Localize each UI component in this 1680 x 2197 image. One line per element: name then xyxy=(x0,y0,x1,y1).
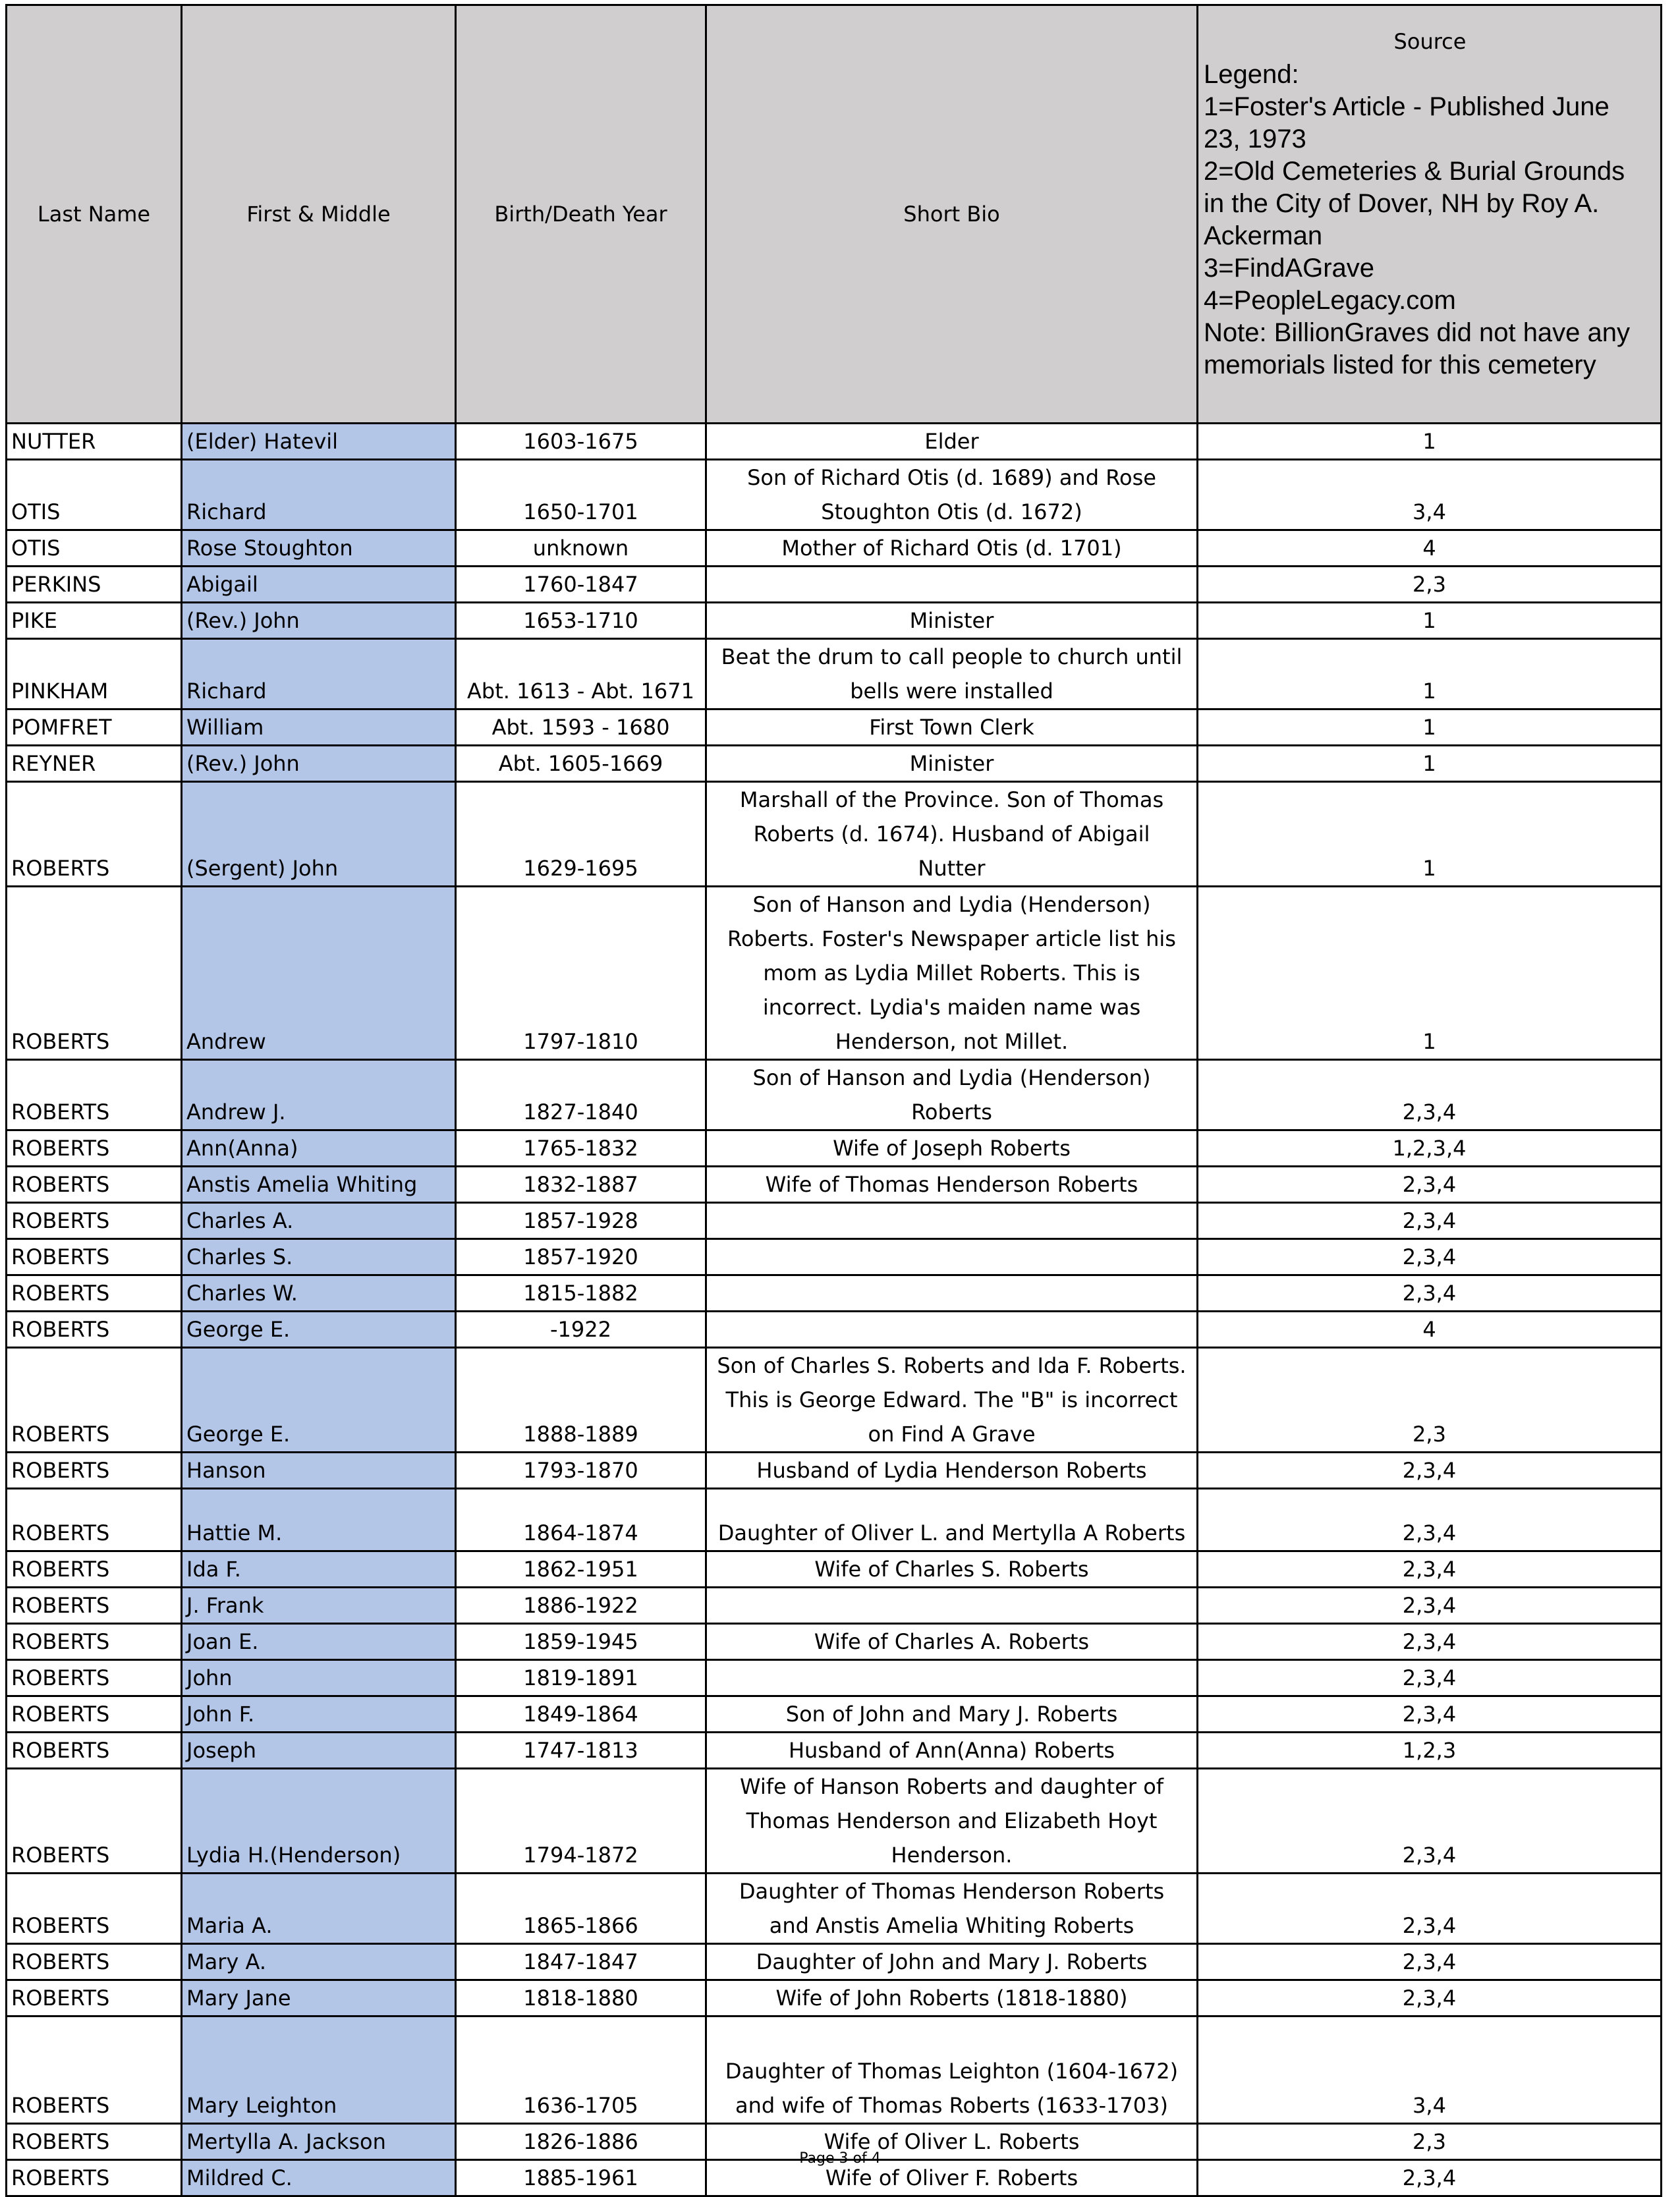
first-middle-cell: George E. xyxy=(182,1312,456,1348)
first-middle-cell: Ann(Anna) xyxy=(182,1130,456,1167)
birth-death-cell: 1636-1705 xyxy=(456,2016,706,2124)
birth-death-cell: 1815-1882 xyxy=(456,1275,706,1312)
short-bio-cell: Marshall of the Province. Son of Thomas Roberts (d. 1674). Husband of Abigail Nutter xyxy=(706,782,1198,887)
birth-death-cell: 1760-1847 xyxy=(456,567,706,603)
last-name-cell: ROBERTS xyxy=(7,887,182,1060)
birth-death-cell: 1849-1864 xyxy=(456,1696,706,1733)
first-middle-cell: Mary Jane xyxy=(182,1980,456,2016)
last-name-cell: ROBERTS xyxy=(7,1874,182,1944)
table-row xyxy=(7,782,1662,887)
birth-death-cell: 1653-1710 xyxy=(456,603,706,639)
source-cell: 2,3,4 xyxy=(1198,1453,1662,1489)
birth-death-cell: -1922 xyxy=(456,1312,706,1348)
last-name-cell: ROBERTS xyxy=(7,1980,182,2016)
short-bio-cell: Daughter of Oliver L. and Mertylla A Roberts xyxy=(706,1489,1198,1551)
table-row xyxy=(7,1660,1662,1696)
source-cell: 1 xyxy=(1198,639,1662,709)
source-cell: 2,3,4 xyxy=(1198,1624,1662,1660)
table-row xyxy=(7,530,1662,567)
short-bio-cell: Husband of Ann(Anna) Roberts xyxy=(706,1733,1198,1769)
birth-death-cell: 1832-1887 xyxy=(456,1167,706,1203)
col-header-first-middle: First & Middle xyxy=(182,5,456,424)
birth-death-cell: Abt. 1593 - 1680 xyxy=(456,709,706,746)
first-middle-cell: Joseph xyxy=(182,1733,456,1769)
table-row xyxy=(7,1275,1662,1312)
source-cell: 1 xyxy=(1198,424,1662,460)
birth-death-cell: 1857-1920 xyxy=(456,1239,706,1275)
source-cell: 4 xyxy=(1198,1312,1662,1348)
last-name-cell: ROBERTS xyxy=(7,2016,182,2124)
source-cell: 2,3 xyxy=(1198,2124,1662,2160)
short-bio-cell: Son of Hanson and Lydia (Henderson) Roberts xyxy=(706,1060,1198,1130)
table-row xyxy=(7,1733,1662,1769)
last-name-cell: ROBERTS xyxy=(7,1696,182,1733)
short-bio-cell xyxy=(706,1312,1198,1348)
first-middle-cell: (Sergent) John xyxy=(182,782,456,887)
last-name-cell: OTIS xyxy=(7,530,182,567)
table-row xyxy=(7,1167,1662,1203)
source-cell: 2,3,4 xyxy=(1198,1275,1662,1312)
source-cell: 2,3,4 xyxy=(1198,1660,1662,1696)
last-name-cell: ROBERTS xyxy=(7,1167,182,1203)
last-name-cell: ROBERTS xyxy=(7,2124,182,2160)
first-middle-cell: Mertylla A. Jackson xyxy=(182,2124,456,2160)
short-bio-cell: First Town Clerk xyxy=(706,709,1198,746)
short-bio-cell: Minister xyxy=(706,746,1198,782)
birth-death-cell: 1747-1813 xyxy=(456,1733,706,1769)
birth-death-cell: 1847-1847 xyxy=(456,1944,706,1980)
birth-death-cell: 1650-1701 xyxy=(456,460,706,530)
table-row xyxy=(7,2016,1662,2124)
source-cell: 3,4 xyxy=(1198,2016,1662,2124)
table-row xyxy=(7,603,1662,639)
short-bio-cell: Son of Richard Otis (d. 1689) and Rose Stoughton Otis (d. 1672) xyxy=(706,460,1198,530)
first-middle-cell: George E. xyxy=(182,1348,456,1453)
first-middle-cell: Andrew J. xyxy=(182,1060,456,1130)
birth-death-cell: 1859-1945 xyxy=(456,1624,706,1660)
table-row xyxy=(7,460,1662,530)
birth-death-cell: 1818-1880 xyxy=(456,1980,706,2016)
last-name-cell: ROBERTS xyxy=(7,782,182,887)
first-middle-cell: Mildred C. xyxy=(182,2160,456,2196)
source-cell: 2,3,4 xyxy=(1198,1874,1662,1944)
first-middle-cell: J. Frank xyxy=(182,1588,456,1624)
first-middle-cell: Richard xyxy=(182,460,456,530)
col-header-birth-death: Birth/Death Year xyxy=(456,5,706,424)
source-legend: Legend: 1=Foster's Article - Published June 23, 1973 2=Old Cemeteries & Burial Grounds in the City of Dover, NH by Roy A. Ackerman 3=FindAGrave 4=PeopleLegacy.com Note: BillionGraves did not have any memorials listed for this cemetery xyxy=(1204,60,1631,379)
source-cell: 1 xyxy=(1198,709,1662,746)
table-row xyxy=(7,1489,1662,1551)
last-name-cell: ROBERTS xyxy=(7,1275,182,1312)
first-middle-cell: Mary A. xyxy=(182,1944,456,1980)
first-middle-cell: Charles A. xyxy=(182,1203,456,1239)
birth-death-cell: Abt. 1605-1669 xyxy=(456,746,706,782)
short-bio-cell xyxy=(706,1203,1198,1239)
first-middle-cell: Maria A. xyxy=(182,1874,456,1944)
birth-death-cell: 1885-1961 xyxy=(456,2160,706,2196)
first-middle-cell: William xyxy=(182,709,456,746)
table-row xyxy=(7,1696,1662,1733)
short-bio-cell: Son of Hanson and Lydia (Henderson) Roberts. Foster's Newspaper article list his mom as Lydia Millet Roberts. This is incorrect. Lydia's maiden name was Henderson, not Millet. xyxy=(706,887,1198,1060)
table-row xyxy=(7,709,1662,746)
table-row xyxy=(7,1203,1662,1239)
burial-records-table xyxy=(5,4,1662,2197)
table-row xyxy=(7,1624,1662,1660)
source-cell: 2,3,4 xyxy=(1198,1696,1662,1733)
table-row xyxy=(7,1239,1662,1275)
first-middle-cell: Hanson xyxy=(182,1453,456,1489)
short-bio-cell: Wife of Hanson Roberts and daughter of Thomas Henderson and Elizabeth Hoyt Henderson. xyxy=(706,1769,1198,1874)
birth-death-cell: 1865-1866 xyxy=(456,1874,706,1944)
source-cell: 2,3 xyxy=(1198,1348,1662,1453)
last-name-cell: ROBERTS xyxy=(7,1624,182,1660)
short-bio-cell: Daughter of Thomas Henderson Roberts and Anstis Amelia Whiting Roberts xyxy=(706,1874,1198,1944)
last-name-cell: ROBERTS xyxy=(7,1733,182,1769)
short-bio-cell: Wife of Joseph Roberts xyxy=(706,1130,1198,1167)
table-body xyxy=(7,424,1662,2196)
table-row xyxy=(7,424,1662,460)
table-row xyxy=(7,1130,1662,1167)
table-row xyxy=(7,1312,1662,1348)
short-bio-cell: Wife of Charles S. Roberts xyxy=(706,1551,1198,1588)
first-middle-cell: John xyxy=(182,1660,456,1696)
table-row xyxy=(7,567,1662,603)
last-name-cell: ROBERTS xyxy=(7,2160,182,2196)
last-name-cell: NUTTER xyxy=(7,424,182,460)
table-row xyxy=(7,1874,1662,1944)
table-row xyxy=(7,639,1662,709)
first-middle-cell: Anstis Amelia Whiting xyxy=(182,1167,456,1203)
first-middle-cell: (Rev.) John xyxy=(182,746,456,782)
birth-death-cell: 1862-1951 xyxy=(456,1551,706,1588)
short-bio-cell: Wife of Oliver L. Roberts xyxy=(706,2124,1198,2160)
source-cell: 2,3,4 xyxy=(1198,1060,1662,1130)
header-row xyxy=(7,5,1662,424)
source-cell: 2,3,4 xyxy=(1198,1551,1662,1588)
first-middle-cell: Charles S. xyxy=(182,1239,456,1275)
birth-death-cell: 1793-1870 xyxy=(456,1453,706,1489)
last-name-cell: ROBERTS xyxy=(7,1130,182,1167)
last-name-cell: ROBERTS xyxy=(7,1239,182,1275)
short-bio-cell: Wife of Oliver F. Roberts xyxy=(706,2160,1198,2196)
last-name-cell: ROBERTS xyxy=(7,1551,182,1588)
last-name-cell: REYNER xyxy=(7,746,182,782)
source-cell: 2,3,4 xyxy=(1198,1588,1662,1624)
last-name-cell: OTIS xyxy=(7,460,182,530)
last-name-cell: ROBERTS xyxy=(7,1588,182,1624)
first-middle-cell: Abigail xyxy=(182,567,456,603)
source-cell: 3,4 xyxy=(1198,460,1662,530)
birth-death-cell: 1864-1874 xyxy=(456,1489,706,1551)
first-middle-cell: Hattie M. xyxy=(182,1489,456,1551)
birth-death-cell: 1819-1891 xyxy=(456,1660,706,1696)
birth-death-cell: 1603-1675 xyxy=(456,424,706,460)
short-bio-cell: Wife of Thomas Henderson Roberts xyxy=(706,1167,1198,1203)
first-middle-cell: Ida F. xyxy=(182,1551,456,1588)
last-name-cell: PIKE xyxy=(7,603,182,639)
last-name-cell: ROBERTS xyxy=(7,1489,182,1551)
last-name-cell: PINKHAM xyxy=(7,639,182,709)
first-middle-cell: Andrew xyxy=(182,887,456,1060)
table-row xyxy=(7,1769,1662,1874)
short-bio-cell: Minister xyxy=(706,603,1198,639)
source-cell: 1 xyxy=(1198,746,1662,782)
short-bio-cell xyxy=(706,1275,1198,1312)
last-name-cell: ROBERTS xyxy=(7,1348,182,1453)
source-title: Source xyxy=(1393,29,1467,54)
source-cell: 2,3,4 xyxy=(1198,2160,1662,2196)
birth-death-cell: unknown xyxy=(456,530,706,567)
source-cell: 2,3,4 xyxy=(1198,1489,1662,1551)
birth-death-cell: 1797-1810 xyxy=(456,887,706,1060)
birth-death-cell: 1886-1922 xyxy=(456,1588,706,1624)
short-bio-cell: Elder xyxy=(706,424,1198,460)
source-cell: 2,3,4 xyxy=(1198,1167,1662,1203)
short-bio-cell xyxy=(706,1660,1198,1696)
birth-death-cell: 1765-1832 xyxy=(456,1130,706,1167)
birth-death-cell: 1629-1695 xyxy=(456,782,706,887)
col-header-source xyxy=(1198,5,1662,424)
table-row xyxy=(7,1453,1662,1489)
table-row xyxy=(7,1980,1662,2016)
page-number: Page 3 of 4 xyxy=(799,2150,881,2167)
first-middle-cell: Rose Stoughton xyxy=(182,530,456,567)
source-cell: 4 xyxy=(1198,530,1662,567)
short-bio-cell: Mother of Richard Otis (d. 1701) xyxy=(706,530,1198,567)
source-cell: 2,3,4 xyxy=(1198,1239,1662,1275)
source-cell: 1 xyxy=(1198,887,1662,1060)
last-name-cell: ROBERTS xyxy=(7,1769,182,1874)
birth-death-cell: Abt. 1613 - Abt. 1671 xyxy=(456,639,706,709)
birth-death-cell: 1857-1928 xyxy=(456,1203,706,1239)
short-bio-cell: Son of Charles S. Roberts and Ida F. Roberts. This is George Edward. The "B" is incorrect on Find A Grave xyxy=(706,1348,1198,1453)
first-middle-cell: John F. xyxy=(182,1696,456,1733)
short-bio-cell: Son of John and Mary J. Roberts xyxy=(706,1696,1198,1733)
birth-death-cell: 1827-1840 xyxy=(456,1060,706,1130)
birth-death-cell: 1888-1889 xyxy=(456,1348,706,1453)
last-name-cell: ROBERTS xyxy=(7,1660,182,1696)
source-cell: 2,3,4 xyxy=(1198,1944,1662,1980)
first-middle-cell: Joan E. xyxy=(182,1624,456,1660)
last-name-cell: ROBERTS xyxy=(7,1203,182,1239)
table-row xyxy=(7,1944,1662,1980)
table-row xyxy=(7,1551,1662,1588)
last-name-cell: POMFRET xyxy=(7,709,182,746)
last-name-cell: ROBERTS xyxy=(7,1944,182,1980)
table-row xyxy=(7,887,1662,1060)
table-row xyxy=(7,1348,1662,1453)
col-header-last-name: Last Name xyxy=(7,5,182,424)
last-name-cell: ROBERTS xyxy=(7,1312,182,1348)
last-name-cell: ROBERTS xyxy=(7,1060,182,1130)
source-cell: 1,2,3 xyxy=(1198,1733,1662,1769)
last-name-cell: PERKINS xyxy=(7,567,182,603)
table-row xyxy=(7,746,1662,782)
table-row xyxy=(7,1060,1662,1130)
last-name-cell: ROBERTS xyxy=(7,1453,182,1489)
first-middle-cell: (Elder) Hatevil xyxy=(182,424,456,460)
birth-death-cell: 1794-1872 xyxy=(456,1769,706,1874)
birth-death-cell: 1826-1886 xyxy=(456,2124,706,2160)
short-bio-cell: Daughter of Thomas Leighton (1604-1672) and wife of Thomas Roberts (1633-1703) xyxy=(706,2016,1198,2124)
short-bio-cell xyxy=(706,567,1198,603)
source-cell: 2,3 xyxy=(1198,567,1662,603)
source-cell: 2,3,4 xyxy=(1198,1769,1662,1874)
first-middle-cell: Richard xyxy=(182,639,456,709)
short-bio-cell: Wife of Charles A. Roberts xyxy=(706,1624,1198,1660)
short-bio-cell xyxy=(706,1588,1198,1624)
short-bio-cell: Wife of John Roberts (1818-1880) xyxy=(706,1980,1198,2016)
first-middle-cell: Lydia H.(Henderson) xyxy=(182,1769,456,1874)
col-header-short-bio: Short Bio xyxy=(706,5,1198,424)
table-row xyxy=(7,1588,1662,1624)
source-cell: 2,3,4 xyxy=(1198,1203,1662,1239)
source-cell: 1,2,3,4 xyxy=(1198,1130,1662,1167)
source-cell: 1 xyxy=(1198,782,1662,887)
short-bio-cell: Husband of Lydia Henderson Roberts xyxy=(706,1453,1198,1489)
first-middle-cell: Mary Leighton xyxy=(182,2016,456,2124)
short-bio-cell xyxy=(706,1239,1198,1275)
short-bio-cell: Beat the drum to call people to church until bells were installed xyxy=(706,639,1198,709)
first-middle-cell: (Rev.) John xyxy=(182,603,456,639)
source-cell: 1 xyxy=(1198,603,1662,639)
short-bio-cell: Daughter of John and Mary J. Roberts xyxy=(706,1944,1198,1980)
source-cell: 2,3,4 xyxy=(1198,1980,1662,2016)
table-header xyxy=(7,5,1662,424)
first-middle-cell: Charles W. xyxy=(182,1275,456,1312)
